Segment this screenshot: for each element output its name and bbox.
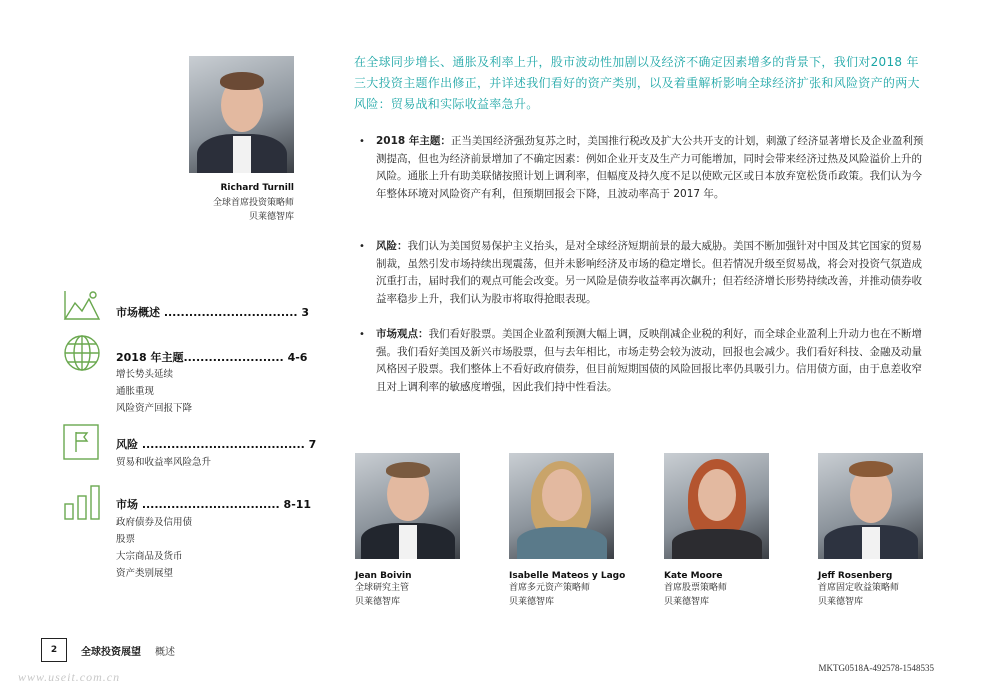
bullet-risks — [359, 238, 928, 308]
toc-sub: 增长势头延续 — [116, 369, 174, 380]
author-name: Jean Boivin — [355, 571, 412, 581]
author-photo-kate-moore — [664, 453, 769, 559]
toc-item-risks[interactable]: 风险 ....................................... 7 — [116, 438, 317, 451]
bullet-dot: • — [359, 241, 365, 252]
author-title: 首席多元资产策略师 — [509, 583, 591, 593]
author-caption-kate-moore — [664, 571, 727, 609]
author-caption-jeff-rosenberg — [818, 571, 899, 609]
bullet-text: 我们看好股票。美国企业盈利预测大幅上调，反映削减企业税的利好，而全球企业盈利上升动力也在不断增强。我们看好美国及新兴市场股票，但与去年相比，市场走势会较为波动，回报也会减少。我们看好科技、金融及动量风格因子股票。我们整体上不看好政府债券，但目前短期国债的风险回报比率仍具吸引力。信用债方面，由于息差收窄且对上调利率的敏感度增强，因此我们持中性看法。 — [376, 328, 922, 393]
toc-sub: 政府债券及信用债 — [116, 517, 193, 528]
author-org: 贝莱德智库 — [355, 597, 401, 607]
author-title: 首席股票策略师 — [664, 583, 728, 593]
bullet-dot: • — [359, 136, 365, 147]
bar-chart-icon — [63, 484, 101, 520]
bullet-label: 2018 年主题： — [376, 135, 451, 147]
watermark: www.useit.com.cn — [18, 670, 121, 684]
author-name: Jeff Rosenberg — [818, 571, 893, 581]
toc-sub: 股票 — [116, 534, 136, 545]
toc-item-2018-themes[interactable]: 2018 年主题........................ 4-6 — [116, 351, 308, 364]
bullet-themes — [359, 133, 928, 203]
author-photo-jeff-rosenberg — [818, 453, 923, 559]
toc-sub: 风险资产回报下降 — [116, 403, 193, 414]
footer-section: 概述 — [155, 647, 175, 658]
lead-author-name: Richard Turnill — [220, 183, 294, 193]
globe-icon — [63, 334, 101, 372]
lead-author-title: 全球首席投资策略师 — [212, 198, 294, 208]
toc-item-markets[interactable]: 市场 ................................. 8-11 — [116, 498, 312, 511]
toc-sub: 贸易和收益率风险急升 — [116, 457, 212, 468]
bullet-market-view — [359, 326, 928, 396]
page-number: 2 — [41, 638, 67, 662]
author-title: 首席固定收益策略师 — [818, 583, 900, 593]
landscape-chart-icon — [63, 289, 101, 321]
author-name: Isabelle Mateos y Lago — [509, 571, 626, 581]
author-org: 贝莱德智库 — [664, 597, 710, 607]
author-photo-jean-boivin — [355, 453, 460, 559]
lead-author-org: 贝莱德智库 — [248, 212, 294, 222]
bullet-label: 风险： — [376, 240, 408, 252]
author-org: 贝莱德智库 — [509, 597, 555, 607]
bullet-dot: • — [359, 329, 365, 340]
footer-title: 全球投资展望 — [81, 647, 141, 658]
lead-author-photo — [189, 56, 294, 173]
toc-item-market-overview[interactable]: 市场概述 ................................ 3 — [116, 306, 310, 319]
bullet-text: 我们认为美国贸易保护主义抬头，是对全球经济短期前景的最大威胁。美国不断加强针对中国及其它国家的贸易制裁，虽然引发市场持续出现震荡，但并未影响经济及市场的稳定增长。但若情况升级至贸易战，将会对投资气氛造成沉重打击，届时我们的观点可能会改变。另一风险是债券收益率再次飙升；但若经济增长形势持续改善，并推动债券收益率稳步上升，我们认为股市将取得抢眼表现。 — [376, 240, 922, 305]
toc-sub: 大宗商品及货币 — [116, 551, 183, 562]
toc-sub: 通胀重现 — [116, 386, 155, 397]
bullet-text: 正当美国经济强劲复苏之时，美国推行税改及扩大公共开支的计划，刺激了经济显著增长及企业盈利预测提高，但也为经济前景增加了不确定因素：例如企业开支及生产力可能增加，同时会带来经济过热及风险溢价上升的风险。通胀上升有助美联储按照计划上调利率，但幅度及持久度不足以使欧元区或日本放弃宽松货币政策。我们认为今年整体环境对风险资产有利，但预期回报会下降，且波动率高于 2017 年。 — [376, 135, 924, 200]
author-name: Kate Moore — [664, 571, 723, 581]
author-caption-isabelle-mateos-y-lago — [509, 571, 625, 609]
bullet-label: 市场观点： — [376, 328, 429, 340]
intro-paragraph: 在全球同步增长、通胀及利率上升，股市波动性加剧以及经济不确定因素增多的背景下，我们对2018 年三大投资主题作出修正，并详述我们看好的资产类别，以及着重解析影响全球经济扩张和风险资产的两大风险：贸易战和实际收益率急升。 — [354, 55, 920, 111]
author-title: 全球研究主管 — [355, 583, 410, 593]
author-photo-isabelle-mateos-y-lago — [509, 453, 614, 559]
toc-sub: 资产类别展望 — [116, 568, 174, 579]
flag-icon — [63, 424, 99, 460]
author-org: 贝莱德智库 — [818, 597, 864, 607]
document-code: MKTG0518A-492578-1548535 — [818, 663, 934, 673]
author-caption-jean-boivin — [355, 571, 412, 609]
